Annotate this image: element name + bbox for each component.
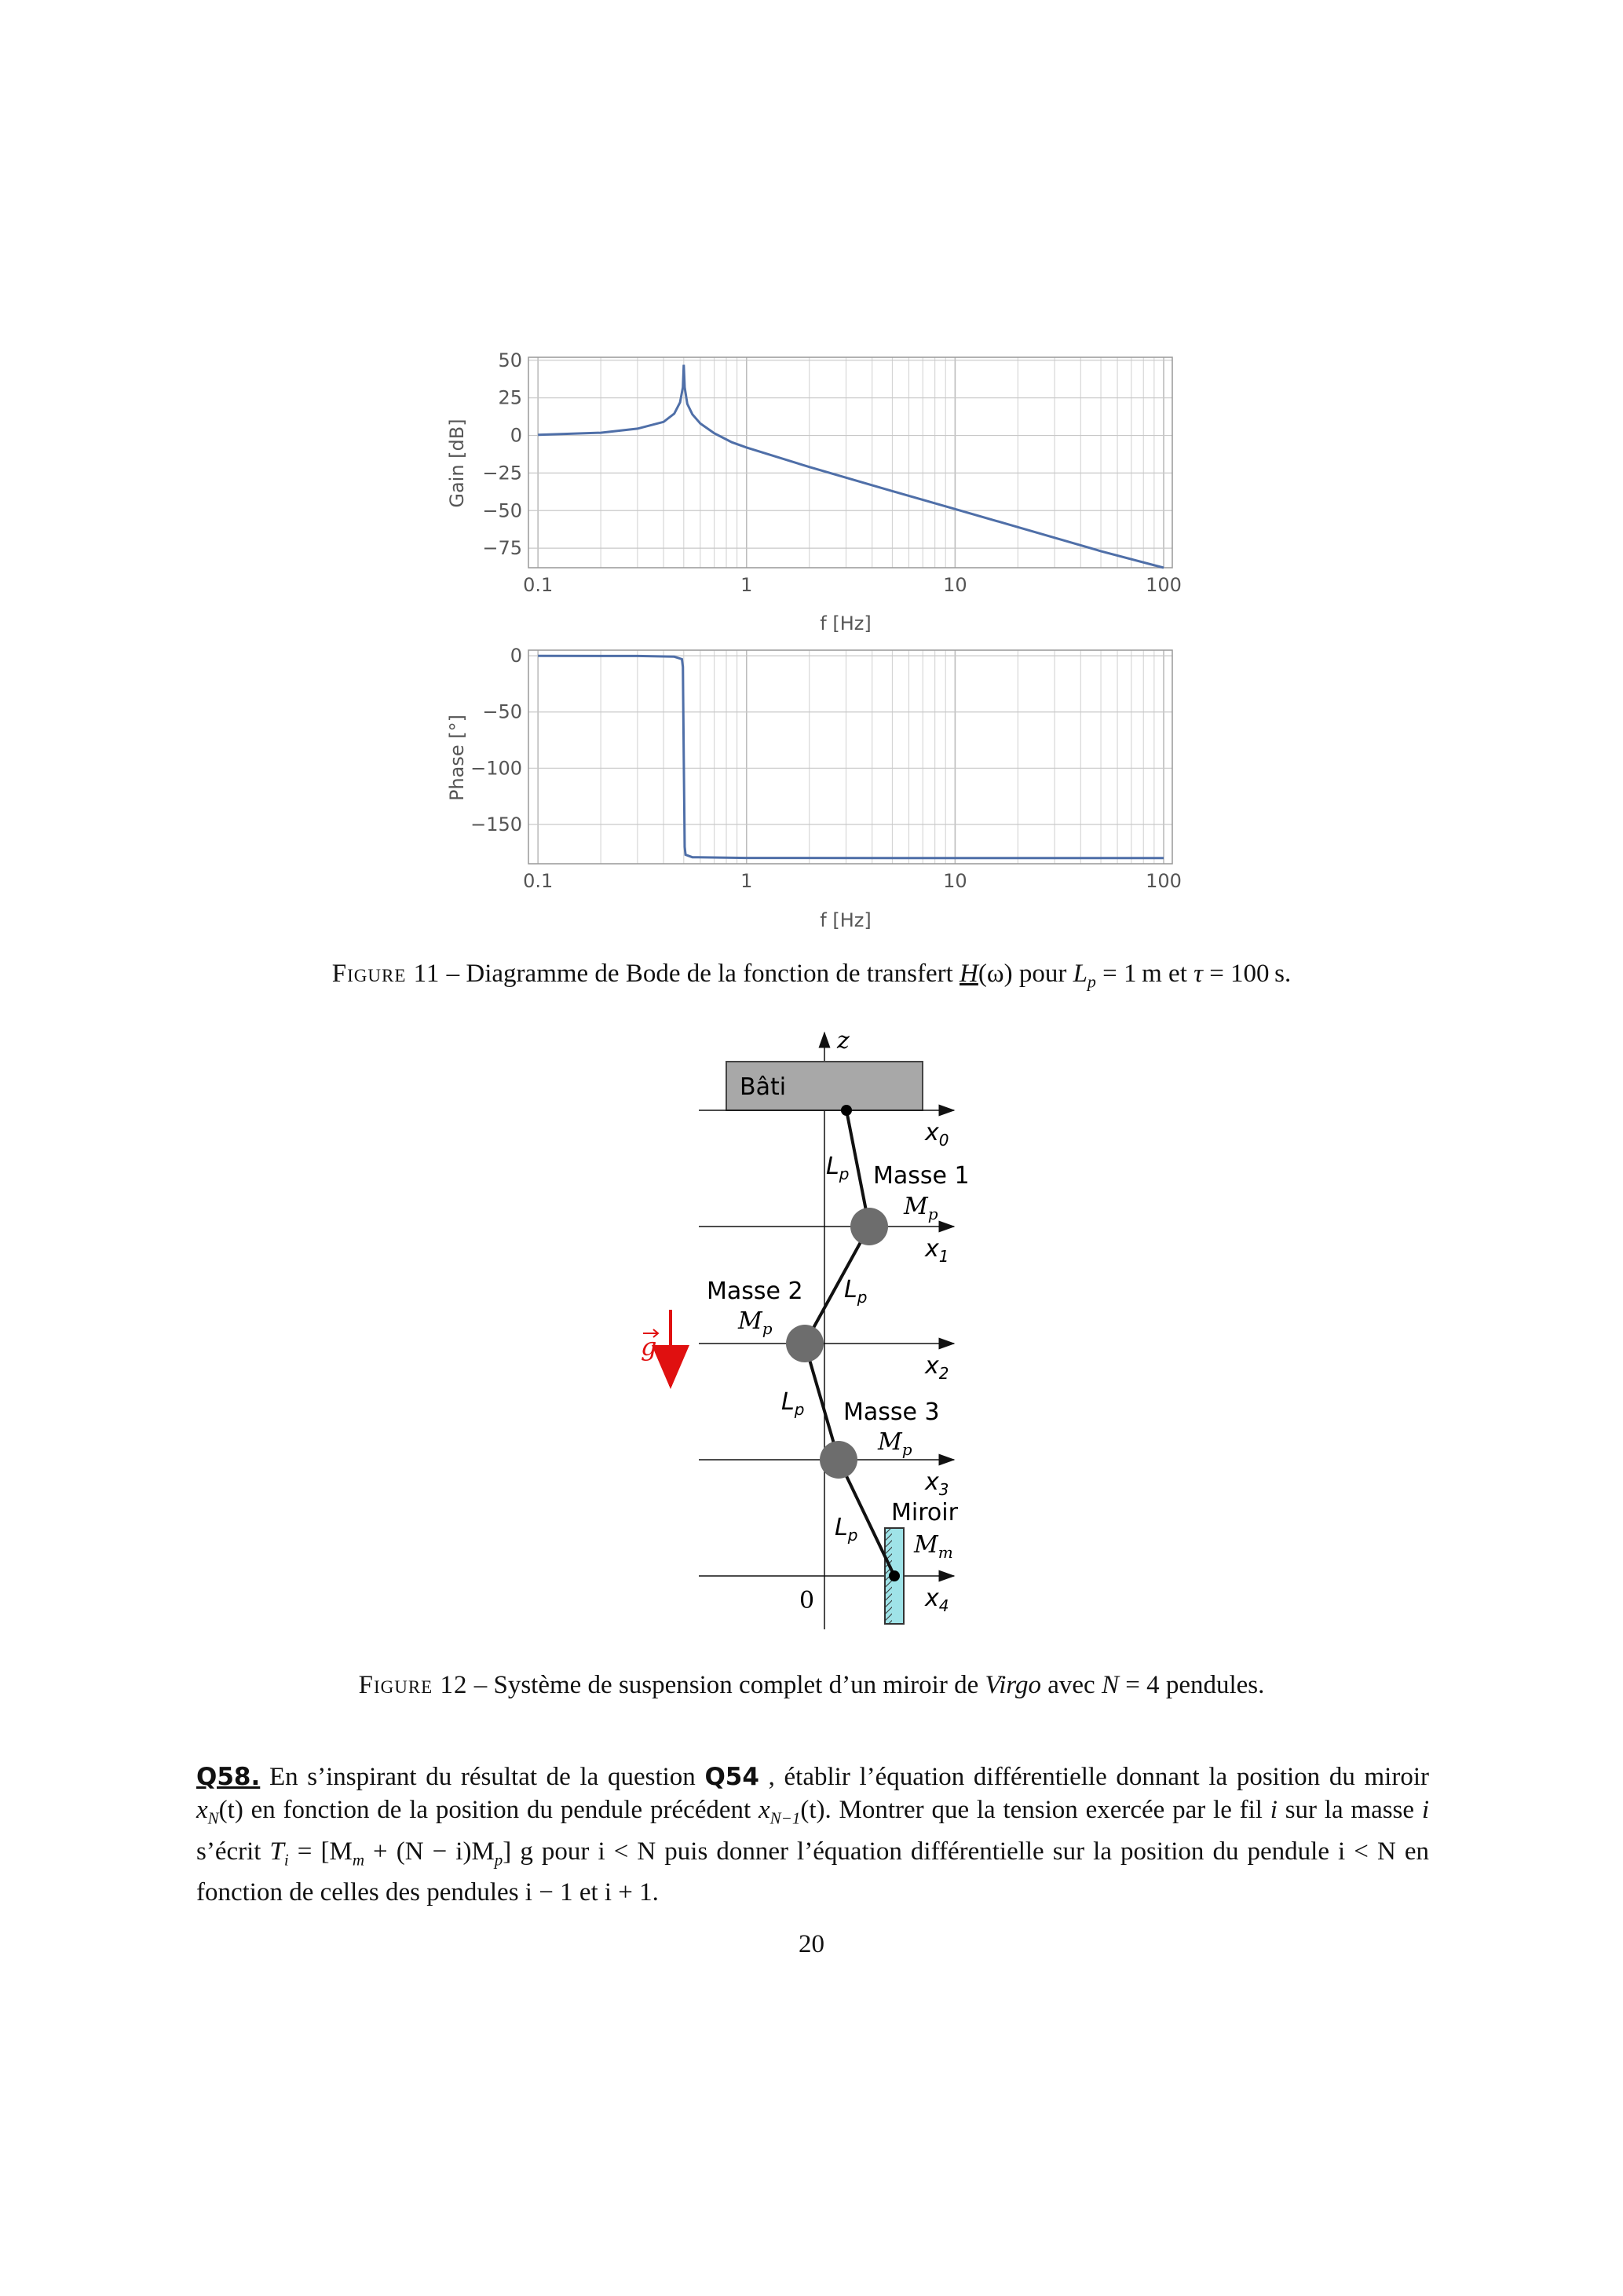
z-label: z [837, 1027, 850, 1055]
phase-x-label: f [Hz] [820, 909, 872, 931]
gain-x-tick-label: 10 [943, 574, 967, 596]
origin-label: 0 [799, 1587, 815, 1614]
gain-frame [528, 357, 1172, 568]
gain-y-tick-label: −50 [482, 499, 522, 522]
gain-x-ticks [523, 574, 1182, 596]
gain-y-tick-label: −25 [482, 462, 522, 484]
mirror-label: Miroir [891, 1499, 958, 1526]
mass-2-label: Masse 2 [707, 1278, 803, 1305]
mirror-attachment-point [889, 1570, 900, 1581]
bati-label: Bâti [740, 1073, 787, 1101]
gravity-label: g [641, 1332, 657, 1362]
figure-12-label: Figure 12 [358, 1671, 468, 1699]
figure-11-label: Figure 11 [331, 960, 440, 988]
phase-curve [538, 656, 1164, 858]
figure-12-caption: Figure 12 – Système de suspension complet d’un miroir de Virgo avec N = 4 pendules. [358, 1671, 1265, 1699]
lp-label-4: $L_p$ [835, 1514, 858, 1545]
x1-label: $x_1$ [925, 1235, 949, 1266]
x4-label: $x_4$ [925, 1585, 949, 1615]
gain-x-tick-label: 1 [740, 574, 753, 596]
phase-x-tick-label: 10 [943, 870, 967, 892]
mass-2 [786, 1325, 824, 1362]
mass-1-label: Masse 1 [873, 1162, 970, 1190]
phase-x-tick-label: 0.1 [523, 870, 554, 892]
gain-y-tick-label: 25 [498, 386, 522, 409]
mass-1-mp: $M_p$ [904, 1193, 938, 1223]
bode-diagram [424, 338, 1209, 950]
mass-1 [850, 1208, 888, 1245]
lp-label-1: $L_p$ [826, 1153, 850, 1183]
phase-y-tick-label: 0 [510, 645, 522, 667]
gain-x-tick-label: 0.1 [523, 574, 554, 596]
gain-y-label: Gain [dB] [446, 419, 468, 508]
mirror-mass: $M_m$ [914, 1531, 953, 1562]
question-number: Q58. [196, 1763, 261, 1791]
gain-grid [528, 357, 1172, 568]
x0-label: $x_0$ [925, 1119, 949, 1150]
phase-y-tick-label: −150 [470, 813, 522, 835]
string-2 [805, 1227, 869, 1344]
gain-y-tick-label: −75 [482, 537, 522, 560]
figure-11-caption: Figure 11 – Diagramme de Bode de la fonction de transfert H(ω) pour $L_p = 1$ m et τ = 100 s. [331, 960, 1292, 992]
x2-label: $x_2$ [925, 1352, 949, 1383]
gain-plot [446, 349, 1182, 634]
x3-label: $x_3$ [925, 1468, 949, 1499]
lp-label-3: $L_p$ [781, 1388, 805, 1419]
gain-x-tick-label: 100 [1146, 574, 1182, 596]
page-number: 20 [799, 1930, 824, 1958]
suspension-diagram [612, 1021, 1052, 1665]
mass-3-mp: $M_p$ [878, 1428, 912, 1459]
phase-y-label: Phase [°] [446, 714, 468, 802]
phase-x-ticks [523, 870, 1182, 892]
phase-frame [528, 650, 1172, 864]
question-ref: Q54 [704, 1763, 759, 1791]
question-q58: Q58. En s’inspirant du résultat de la question Q54 , établir l’équation différentielle donnant la position du miroir $x_N(t)$ en fonction de la position du pendule précédent $x_{N-1}(t)$. Montrer que la tension exercée par le fil i sur la masse i s’écrit $T_i = [M_m + (N - i)M_p]$ g pour i < N puis donner l’équation différentielle sur la position du pendule i < N en fonction de celles des pendules i − 1 et i + 1. [196, 1763, 1430, 1907]
lp-label-2: $L_p$ [844, 1276, 868, 1307]
phase-plot [446, 645, 1182, 931]
gain-y-tick-label: 0 [510, 424, 522, 447]
gain-y-tick-label: 50 [498, 349, 522, 371]
gain-curve [538, 365, 1164, 568]
phase-y-ticks [470, 645, 522, 835]
phase-y-tick-label: −50 [482, 700, 522, 723]
gain-y-ticks [482, 349, 522, 559]
mass-3 [820, 1441, 857, 1479]
mass-2-mp: $M_p$ [738, 1307, 773, 1338]
phase-x-tick-label: 1 [740, 870, 753, 892]
phase-grid [528, 650, 1172, 864]
gain-x-label: f [Hz] [820, 612, 872, 634]
mass-3-label: Masse 3 [843, 1398, 940, 1426]
phase-y-tick-label: −100 [470, 757, 522, 780]
phase-x-tick-label: 100 [1146, 870, 1182, 892]
anchor-point [841, 1105, 852, 1116]
